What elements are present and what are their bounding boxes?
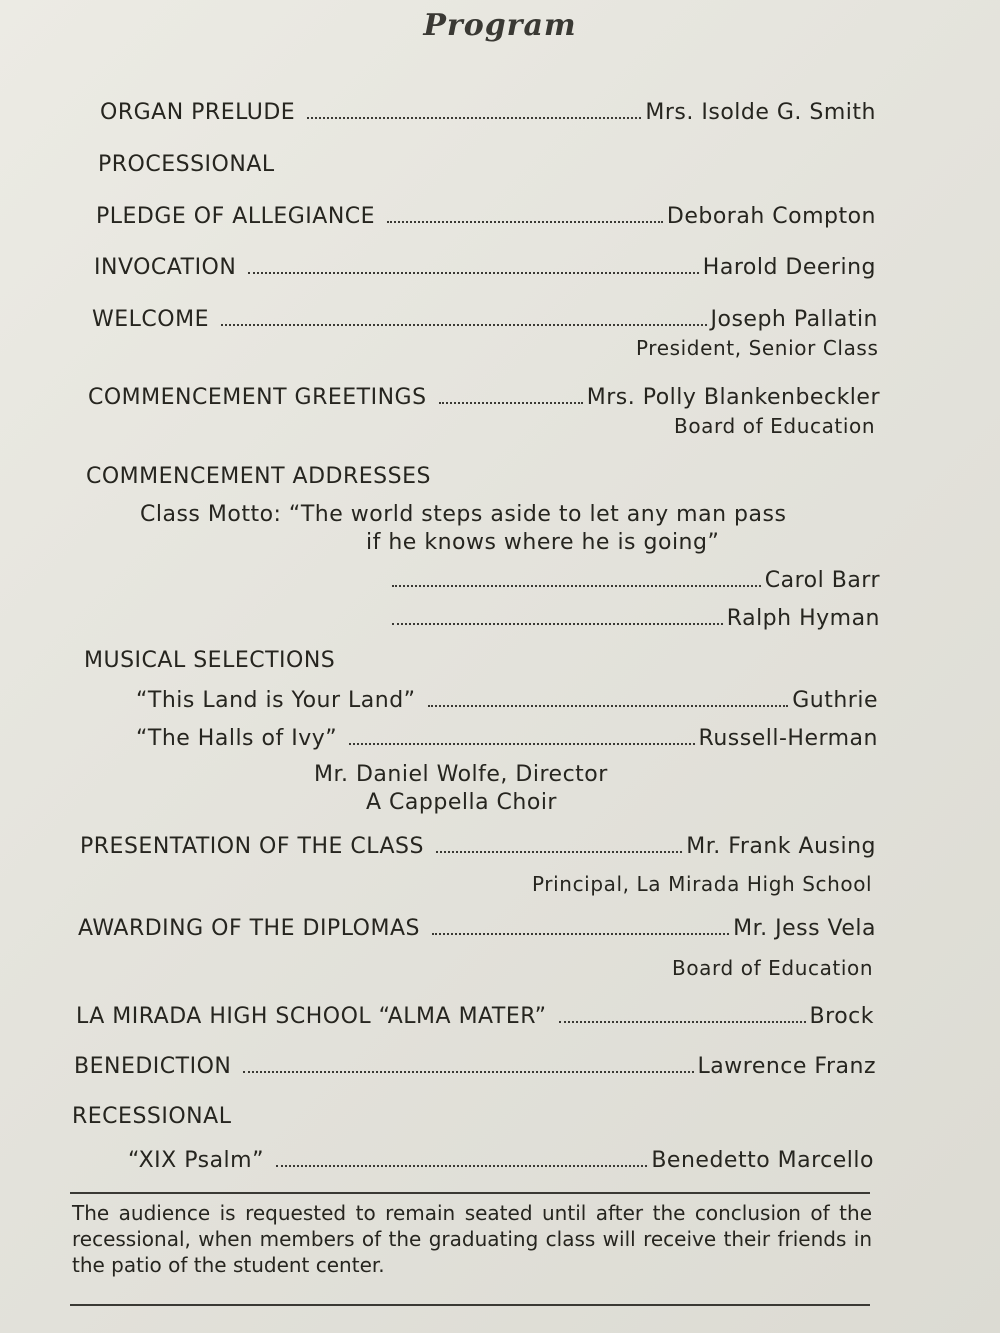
benediction-label: BENEDICTION: [74, 1054, 232, 1079]
leader-dots: [392, 622, 723, 625]
leader-dots: [392, 584, 761, 587]
choir-name: A Cappella Choir: [366, 790, 557, 815]
diplomas-row: [78, 916, 876, 941]
presentation-label: PRESENTATION OF THE CLASS: [80, 834, 424, 859]
leader-dots: [276, 1164, 647, 1167]
leader-dots: [436, 850, 682, 853]
presentation-row: [80, 834, 876, 859]
alma-mater-row: [76, 1004, 874, 1029]
invocation-label: INVOCATION: [94, 255, 237, 280]
speaker-row: [392, 568, 880, 593]
song-row: [136, 688, 878, 713]
leader-dots: [243, 1070, 693, 1073]
greetings-name: Mrs. Polly Blankenbeckler: [586, 385, 880, 410]
song-row: [136, 726, 878, 751]
organ-prelude-name: Mrs. Isolde G. Smith: [645, 100, 876, 125]
leader-dots: [221, 323, 707, 326]
presentation-name: Mr. Frank Ausing: [686, 834, 876, 859]
song-composer: Russell-Herman: [698, 726, 878, 751]
recessional-piece: “XIX Psalm”: [128, 1148, 264, 1173]
welcome-label: WELCOME: [92, 307, 209, 332]
leader-dots: [387, 220, 663, 223]
audience-notice: The audience is requested to remain seated until after the conclusion of the recessional, when members of the graduating class will receive their friends in the patio of the student center.: [72, 1201, 872, 1277]
program-title: Program: [423, 8, 577, 43]
organ-prelude-label: ORGAN PRELUDE: [100, 100, 296, 125]
pledge-label: PLEDGE OF ALLEGIANCE: [96, 204, 376, 229]
presentation-title: Principal, La Mirada High School: [532, 872, 873, 896]
greetings-title: Board of Education: [674, 414, 876, 438]
diplomas-title: Board of Education: [672, 956, 874, 980]
leader-dots: [248, 271, 698, 274]
speaker-row: [392, 606, 880, 631]
choir-director: Mr. Daniel Wolfe, Director: [314, 762, 608, 787]
greetings-label: COMMENCEMENT GREETINGS: [88, 385, 427, 410]
greetings-row: [88, 385, 880, 410]
recessional-piece-row: [128, 1148, 874, 1173]
addresses-label: COMMENCEMENT ADDRESSES: [86, 464, 431, 489]
song-title: “This Land is Your Land”: [136, 688, 416, 713]
organ-prelude-row: [100, 100, 876, 125]
recessional-composer: Benedetto Marcello: [651, 1148, 874, 1173]
pledge-name: Deborah Compton: [666, 204, 876, 229]
leader-dots: [439, 401, 583, 404]
speaker-name: Ralph Hyman: [726, 606, 880, 631]
divider-bottom: [70, 1304, 870, 1306]
song-composer: Guthrie: [792, 688, 878, 713]
pledge-row: [96, 204, 876, 229]
alma-mater-name: Brock: [809, 1004, 874, 1029]
leader-dots: [432, 932, 729, 935]
welcome-title: President, Senior Class: [636, 336, 879, 360]
recessional-label: RECESSIONAL: [72, 1104, 232, 1129]
diplomas-name: Mr. Jess Vela: [733, 916, 876, 941]
alma-mater-label: LA MIRADA HIGH SCHOOL “ALMA MATER”: [76, 1004, 547, 1029]
processional-label: PROCESSIONAL: [98, 152, 275, 177]
class-motto-line-1: Class Motto: “The world steps aside to let any man pass: [140, 502, 787, 527]
welcome-row: [92, 307, 878, 332]
song-title: “The Halls of Ivy”: [136, 726, 338, 751]
class-motto-line-2: if he knows where he is going”: [366, 530, 720, 555]
benediction-row: [74, 1054, 876, 1079]
diplomas-label: AWARDING OF THE DIPLOMAS: [78, 916, 420, 941]
leader-dots: [349, 742, 694, 745]
invocation-name: Harold Deering: [702, 255, 876, 280]
invocation-row: [94, 255, 876, 280]
leader-dots: [307, 116, 641, 119]
speaker-name: Carol Barr: [764, 568, 880, 593]
welcome-name: Joseph Pallatin: [710, 307, 878, 332]
musical-selections-label: MUSICAL SELECTIONS: [84, 648, 336, 673]
benediction-name: Lawrence Franz: [697, 1054, 876, 1079]
leader-dots: [428, 704, 789, 707]
divider-top: [70, 1192, 870, 1194]
leader-dots: [559, 1020, 806, 1023]
